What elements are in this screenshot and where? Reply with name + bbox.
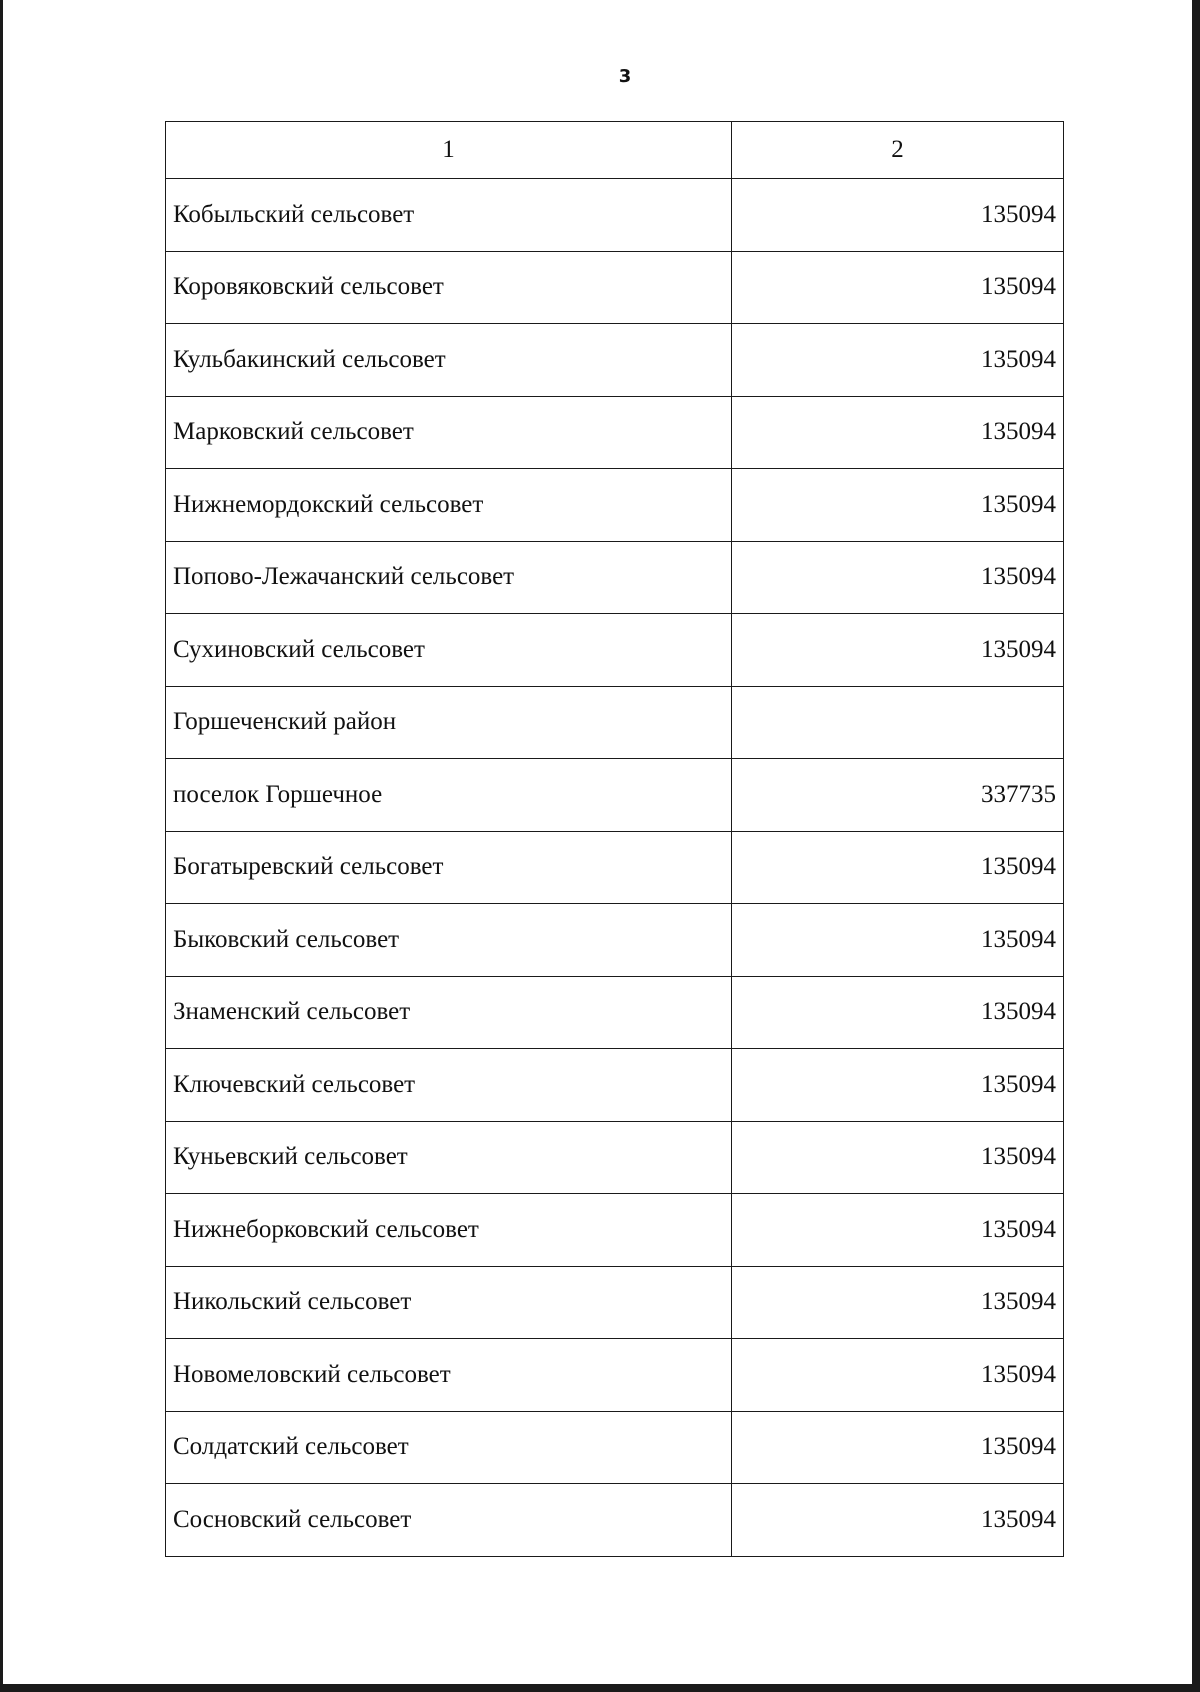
table-row bbox=[166, 904, 1064, 977]
municipality-name: Кульбакинский сельсовет bbox=[166, 324, 732, 397]
table-row bbox=[166, 1121, 1064, 1194]
amount-value: 135094 bbox=[732, 1049, 1064, 1122]
table-row bbox=[166, 759, 1064, 832]
amount-value: 135094 bbox=[732, 976, 1064, 1049]
amount-value: 135094 bbox=[732, 541, 1064, 614]
amount-value: 135094 bbox=[732, 614, 1064, 687]
scan-border-bottom bbox=[0, 1684, 1200, 1692]
amount-value: 135094 bbox=[732, 1339, 1064, 1412]
table-row bbox=[166, 179, 1064, 252]
amount-value: 135094 bbox=[732, 904, 1064, 977]
table-row bbox=[166, 1266, 1064, 1339]
amount-value: 135094 bbox=[732, 1411, 1064, 1484]
municipality-name: Ключевский сельсовет bbox=[166, 1049, 732, 1122]
table-row bbox=[166, 469, 1064, 542]
municipality-name: Новомеловский сельсовет bbox=[166, 1339, 732, 1412]
table-row bbox=[166, 614, 1064, 687]
amount-value: 135094 bbox=[732, 1194, 1064, 1267]
table-row bbox=[166, 396, 1064, 469]
amount-value: 135094 bbox=[732, 1121, 1064, 1194]
data-table bbox=[165, 121, 1064, 1557]
amount-value: 135094 bbox=[732, 1266, 1064, 1339]
amount-value: 135094 bbox=[732, 324, 1064, 397]
amount-value: 135094 bbox=[732, 469, 1064, 542]
municipality-name: Куньевский сельсовет bbox=[166, 1121, 732, 1194]
amount-value: 135094 bbox=[732, 1484, 1064, 1557]
table-header-row bbox=[166, 122, 1064, 179]
amount-value: 135094 bbox=[732, 831, 1064, 904]
district-name: Горшеченский район bbox=[166, 686, 732, 759]
municipality-name: Быковский сельсовет bbox=[166, 904, 732, 977]
municipality-name: Солдатский сельсовет bbox=[166, 1411, 732, 1484]
scan-border-left bbox=[0, 0, 3, 1692]
municipality-name: Кобыльский сельсовет bbox=[166, 179, 732, 252]
amount-value: 135094 bbox=[732, 251, 1064, 324]
table-row bbox=[166, 251, 1064, 324]
municipality-name: Марковский сельсовет bbox=[166, 396, 732, 469]
municipality-name: Никольский сельсовет bbox=[166, 1266, 732, 1339]
table-row bbox=[166, 324, 1064, 397]
table-row bbox=[166, 1484, 1064, 1557]
column-header-2: 2 bbox=[732, 122, 1064, 179]
amount-value: 337735 bbox=[732, 759, 1064, 832]
municipality-name: Нижнеборковский сельсовет bbox=[166, 1194, 732, 1267]
municipality-name: Попово-Лежачанский сельсовет bbox=[166, 541, 732, 614]
municipality-name: Знаменский сельсовет bbox=[166, 976, 732, 1049]
table-row bbox=[166, 976, 1064, 1049]
amount-value: 135094 bbox=[732, 396, 1064, 469]
table-row bbox=[166, 831, 1064, 904]
table-row bbox=[166, 541, 1064, 614]
column-header-1: 1 bbox=[166, 122, 732, 179]
amount-value: 135094 bbox=[732, 179, 1064, 252]
municipality-name: Коровяковский сельсовет bbox=[166, 251, 732, 324]
table-row bbox=[166, 1194, 1064, 1267]
amount-value bbox=[732, 686, 1064, 759]
municipality-name: поселок Горшечное bbox=[166, 759, 732, 832]
page-number: 3 bbox=[618, 66, 632, 87]
scan-border-right bbox=[1192, 0, 1200, 1692]
municipality-name: Нижнемордокский сельсовет bbox=[166, 469, 732, 542]
municipality-name: Богатыревский сельсовет bbox=[166, 831, 732, 904]
table-row bbox=[166, 1411, 1064, 1484]
table-row-district bbox=[166, 686, 1064, 759]
table-row bbox=[166, 1049, 1064, 1122]
municipality-name: Сухиновский сельсовет bbox=[166, 614, 732, 687]
municipality-name: Сосновский сельсовет bbox=[166, 1484, 732, 1557]
table-row bbox=[166, 1339, 1064, 1412]
